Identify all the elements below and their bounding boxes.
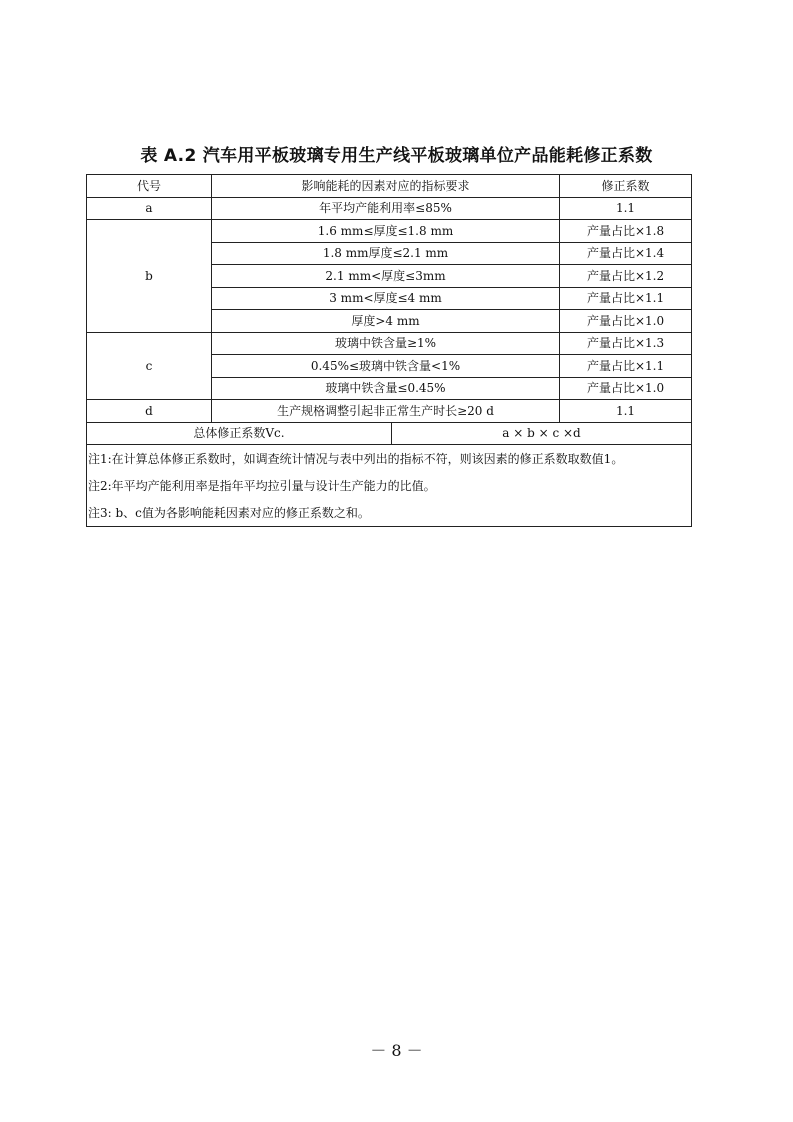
coefficient-cell: 产量占比×1.3	[560, 332, 692, 355]
note-row	[87, 445, 692, 473]
coefficient-cell: 产量占比×1.0	[560, 377, 692, 400]
coefficient-cell: 产量占比×1.0	[560, 310, 692, 333]
total-label: 总体修正系数Vc.	[87, 422, 392, 445]
page-number: － 8 －	[370, 1041, 423, 1060]
header-factor: 影响能耗的因素对应的指标要求	[212, 175, 560, 198]
table-row	[87, 220, 692, 243]
code-cell: c	[87, 332, 212, 400]
coefficient-cell: 产量占比×1.4	[560, 242, 692, 265]
header-code: 代号	[87, 175, 212, 198]
factor-cell: 玻璃中铁含量≤0.45%	[212, 377, 560, 400]
note-2: 注2:年平均产能利用率是指年平均拉引量与设计生产能力的比值。	[87, 472, 692, 499]
note-1: 注1:在计算总体修正系数时，如调查统计情况与表中列出的指标不符，则该因素的修正系数取数值1。	[87, 445, 692, 473]
note-row	[87, 472, 692, 499]
table-title: 表 A.2 汽车用平板玻璃专用生产线平板玻璃单位产品能耗修正系数	[140, 146, 653, 166]
note-row	[87, 499, 692, 527]
correction-factor-table	[86, 174, 692, 527]
factor-cell: 生产规格调整引起非正常生产时长≥20 d	[212, 400, 560, 423]
coefficient-cell: 产量占比×1.1	[560, 355, 692, 378]
header-coefficient: 修正系数	[560, 175, 692, 198]
table-row	[87, 332, 692, 355]
factor-cell: 1.6 mm≤厚度≤1.8 mm	[212, 220, 560, 243]
code-cell: d	[87, 400, 212, 423]
code-cell: b	[87, 220, 212, 333]
factor-cell: 玻璃中铁含量≥1%	[212, 332, 560, 355]
total-formula: a × b × c ×d	[392, 422, 692, 445]
coefficient-cell: 1.1	[560, 197, 692, 220]
factor-cell: 厚度>4 mm	[212, 310, 560, 333]
coefficient-cell: 产量占比×1.1	[560, 287, 692, 310]
factor-cell: 3 mm<厚度≤4 mm	[212, 287, 560, 310]
note-3: 注3: b、c值为各影响能耗因素对应的修正系数之和。	[87, 499, 692, 527]
table-row	[87, 400, 692, 423]
factor-cell: 0.45%≤玻璃中铁含量<1%	[212, 355, 560, 378]
factor-cell: 年平均产能利用率≤85%	[212, 197, 560, 220]
total-row	[87, 422, 692, 445]
factor-cell: 1.8 mm厚度≤2.1 mm	[212, 242, 560, 265]
coefficient-cell: 产量占比×1.2	[560, 265, 692, 288]
table-row	[87, 197, 692, 220]
code-cell: a	[87, 197, 212, 220]
header-row	[87, 175, 692, 198]
coefficient-cell: 1.1	[560, 400, 692, 423]
factor-cell: 2.1 mm<厚度≤3mm	[212, 265, 560, 288]
coefficient-cell: 产量占比×1.8	[560, 220, 692, 243]
